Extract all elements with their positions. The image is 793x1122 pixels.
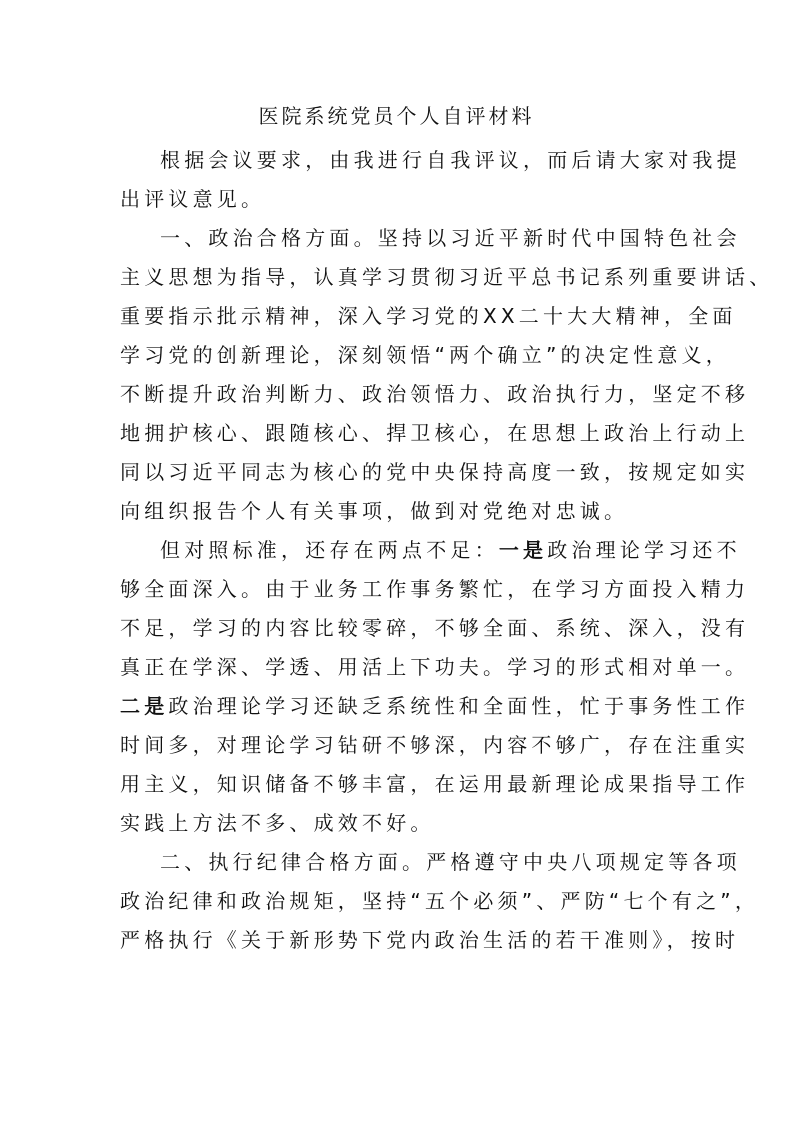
paragraph-line: 严格执行《关于新形势下党内政治生活的若干准则》，按时	[120, 928, 740, 952]
paragraph-line: 二、执行纪律合格方面。严格遵守中央八项规定等各项	[160, 850, 741, 874]
paragraph-line: 实践上方法不多、成效不好。	[120, 811, 435, 835]
paragraph-line: 重要指示批示精神，深入学习党的XX二十大大精神，全面	[120, 304, 737, 328]
paragraph-line: 学习党的创新理论，深刻领悟“两个确立”的决定性意义，	[120, 343, 730, 367]
paragraph-line: 时间多，对理论学习钻研不够深，内容不够广，存在注重实	[120, 733, 750, 757]
line-text: 但对照标准，还存在两点不足：	[160, 538, 499, 562]
paragraph-line: 同以习近平同志为核心的党中央保持高度一致，按规定如实	[120, 460, 750, 484]
paragraph-line: 不断提升政治判断力、政治领悟力、政治执行力，坚定不移	[120, 382, 750, 406]
bold-marker: 一是	[498, 538, 548, 562]
paragraph-line: 根据会议要求，由我进行自我评议，而后请大家对我提	[160, 148, 741, 172]
paragraph-line: 一、政治合格方面。坚持以习近平新时代中国特色社会	[160, 226, 741, 250]
paragraph-line: 出评议意见。	[120, 187, 266, 211]
paragraph-line: 地拥护核心、跟随核心、捍卫核心，在思想上政治上行动上	[120, 421, 750, 445]
document-body	[120, 141, 774, 960]
bold-marker: 二是	[120, 694, 169, 718]
paragraph-line	[120, 687, 750, 726]
line-text: 政治理论学习还不	[547, 538, 741, 562]
paragraph-line: 真正在学深、学透、用活上下功夫。学习的形式相对单一。	[120, 655, 750, 679]
paragraph-line: 向组织报告个人有关事项，做到对党绝对忠诚。	[120, 499, 629, 523]
paragraph-line: 政治纪律和政治规矩，坚持“五个必须”、严防“七个有之”，	[120, 889, 760, 913]
line-text: 政治理论学习还缺乏系统性和全面性，忙于事务性工作	[168, 694, 750, 718]
paragraph-line: 够全面深入。由于业务工作事务繁忙，在学习方面投入精力	[120, 577, 750, 601]
paragraph-line: 用主义，知识储备不够丰富，在运用最新理论成果指导工作	[120, 772, 750, 796]
document-title: 医院系统党员个人自评材料	[258, 104, 535, 128]
paragraph-line: 不足，学习的内容比较零碎，不够全面、系统、深入，没有	[120, 616, 750, 640]
paragraph-line: 主义思想为指导，认真学习贯彻习近平总书记系列重要讲话、	[120, 265, 774, 289]
paragraph-line	[120, 531, 741, 570]
